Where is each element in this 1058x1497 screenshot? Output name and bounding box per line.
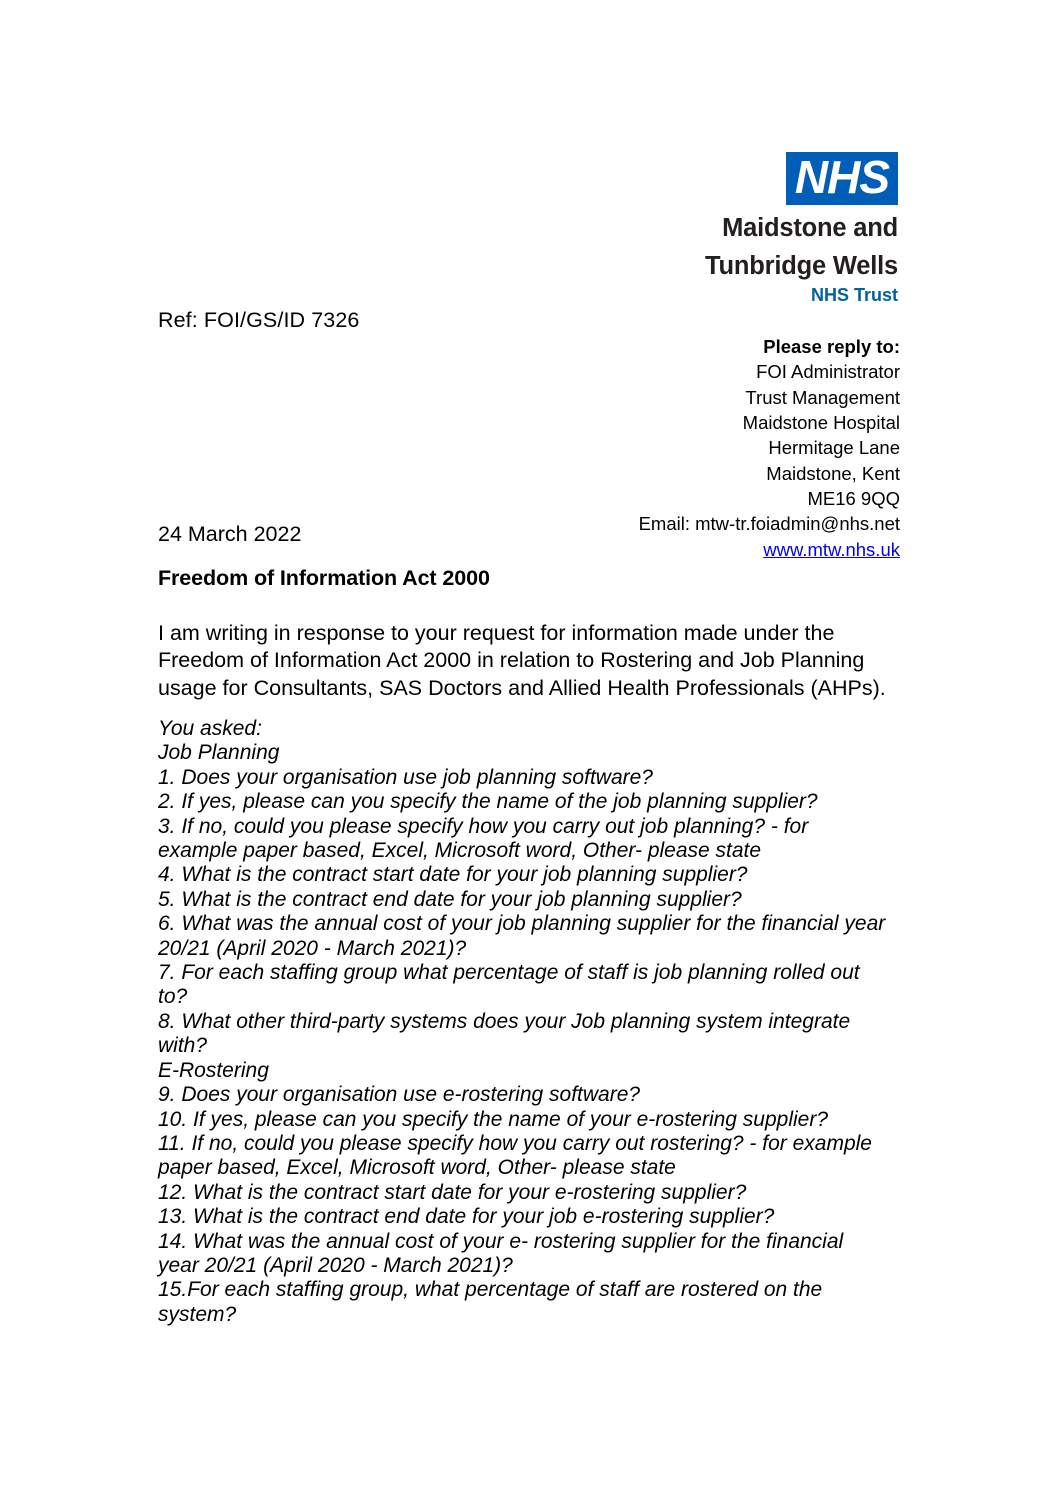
intro-line: I am writing in response to your request for information made under the [158,621,835,645]
question-line: 3. If no, could you please specify how you carry out job planning? - for [158,814,809,838]
letter-date: 24 March 2022 [158,522,302,546]
question-line: 7. For each staffing group what percentage of staff is job planning rolled out [158,961,860,985]
website-link[interactable]: www.mtw.nhs.uk [763,538,900,560]
nhs-logo-icon: NHS [786,152,898,205]
question-line: 5. What is the contract end date for your job planning supplier? [158,887,742,911]
reply-to-line: ME16 9QQ [807,488,900,510]
reply-to-website-row [639,537,900,562]
section-heading-job-planning: Job Planning [158,741,280,765]
question-line: to? [158,985,188,1009]
question-line: 13. What is the contract end date for your job e-rostering supplier? [158,1205,775,1229]
trust-name-line-1: Maidstone and [722,214,898,242]
question-line: 6. What was the annual cost of your job planning supplier for the financial year [158,912,886,936]
question-line: 15.For each staffing group, what percentage of staff are rostered on the [158,1278,823,1302]
reply-to-address-block [639,334,900,562]
reply-to-line: FOI Administrator [756,361,900,383]
intro-line: usage for Consultants, SAS Doctors and Allied Health Professionals (AHPs). [158,675,886,700]
nhs-trust-logo [705,152,898,304]
reply-to-line: Trust Management [745,386,900,408]
question-line: 20/21 (April 2020 - March 2021)? [158,936,467,960]
question-line: 2. If yes, please can you specify the name of the job planning supplier? [158,790,818,814]
question-line: example paper based, Excel, Microsoft word, Other- please state [158,839,762,863]
reply-to-line: Hermitage Lane [768,437,900,459]
reply-to-heading: Please reply to: [763,336,900,357]
question-line: 9. Does your organisation use e-rostering software? [158,1083,641,1107]
question-line: 11. If no, could you please specify how you carry out rostering? - for example [158,1131,872,1155]
trust-name-line-2: Tunbridge Wells [705,251,898,280]
trust-subtitle: NHS Trust [810,284,898,305]
questions-block [158,717,903,1327]
question-line: system? [158,1302,237,1326]
subject-heading: Freedom of Information Act 2000 [158,566,490,590]
question-line: 12. What is the contract start date for your e-rostering supplier? [158,1180,747,1204]
reply-to-email: Email: mtw-tr.foiadmin@nhs.net [638,513,900,535]
intro-paragraph [158,620,898,702]
reply-to-line: Maidstone, Kent [766,462,900,484]
question-line: year 20/21 (April 2020 - March 2021)? [158,1253,513,1277]
question-line: 4. What is the contract start date for your job planning supplier? [158,863,748,887]
question-line: paper based, Excel, Microsoft word, Other- please state [158,1156,676,1180]
question-line: 14. What was the annual cost of your e- rostering supplier for the financial [158,1229,844,1253]
question-line: 10. If yes, please can you specify the name of your e-rostering supplier? [158,1107,829,1131]
question-line: 8. What other third-party systems does your Job planning system integrate [158,1009,851,1033]
reply-to-line: Maidstone Hospital [742,412,900,434]
question-line: 1. Does your organisation use job planning software? [158,765,653,789]
intro-line: Freedom of Information Act 2000 in relation to Rostering and Job Planning [158,648,865,673]
section-heading-e-rostering: E-Rostering [158,1058,269,1082]
reference-line: Ref: FOI/GS/ID 7326 [158,308,360,332]
you-asked-label: You asked: [158,717,262,740]
question-line: with? [158,1034,208,1058]
